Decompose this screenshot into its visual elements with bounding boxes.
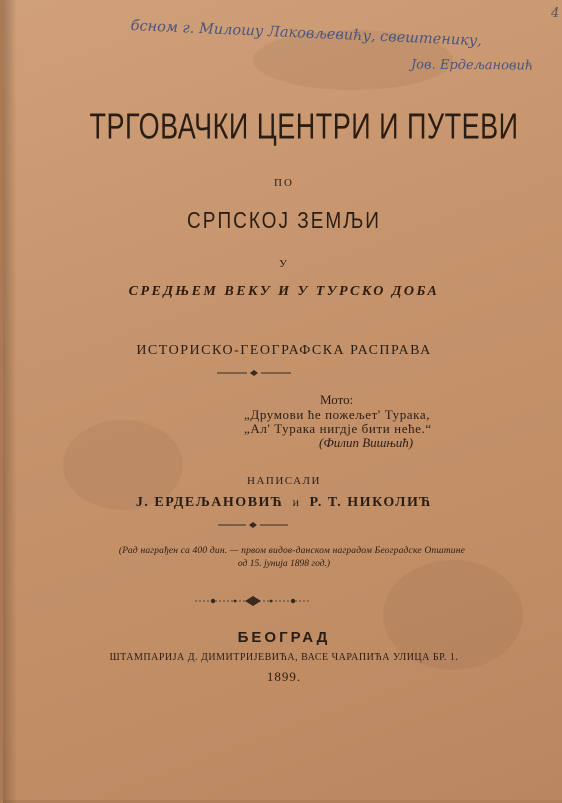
connector-po: ПО xyxy=(274,177,294,189)
book-title: ТРГОВАЧКИ ЦЕНТРИ И ПУТЕВИ xyxy=(89,106,519,147)
motto-author: (Филип Вишњић) xyxy=(319,435,414,450)
motto-line-1: „Друмови ће пожељет' Турака, xyxy=(244,407,431,422)
connector-u: У xyxy=(279,258,289,270)
ornament-divider xyxy=(218,520,288,530)
subtitle-srpskoj-zemlji: СРПСКОЈ ЗЕМЉИ xyxy=(187,209,381,235)
handwritten-dedication: бсном г. Милошу Лаковљевићу, свештенику, xyxy=(130,18,483,50)
author-2: Р. Т. НИКОЛИЋ xyxy=(309,495,433,510)
motto-label: Мото: xyxy=(320,392,354,407)
ornament-rule xyxy=(195,594,311,608)
authors-line xyxy=(3,495,562,511)
genre-line: ИСТОРИСКО-ГЕОГРАФСКА РАСПРАВА xyxy=(136,343,432,358)
written-by-label: НАПИСАЛИ xyxy=(247,475,321,487)
ornament-divider xyxy=(217,368,291,378)
publication-city: БЕОГРАД xyxy=(237,629,331,646)
award-note-line-1: (Рад награђен са 400 дин. — првом видов-данском наградом Београдске Општине xyxy=(118,546,466,556)
authors-and: и xyxy=(292,495,301,509)
subtitle-period: СРЕДЊЕМ ВЕКУ И У ТУРСКО ДОБА xyxy=(128,284,440,299)
printer-line: ШТАМПАРИЈА Д. ДИМИТРИЈЕВИЋА, ВАСЕ ЧАРАПИЋА УЛИЦА БР. 1. xyxy=(109,652,459,663)
corner-pencil-mark: 4 xyxy=(551,6,560,21)
motto-line-2: „Ал' Турака нигдје бити неће.“ xyxy=(244,421,432,436)
award-note-line-2: од 15. јунија 1898 год.) xyxy=(237,559,331,569)
handwritten-signature: Јов. Ердељановић xyxy=(410,57,534,74)
author-1: J. ЕРДЕЉАНОВИЋ xyxy=(135,495,284,510)
publication-year: 1899. xyxy=(266,669,302,684)
